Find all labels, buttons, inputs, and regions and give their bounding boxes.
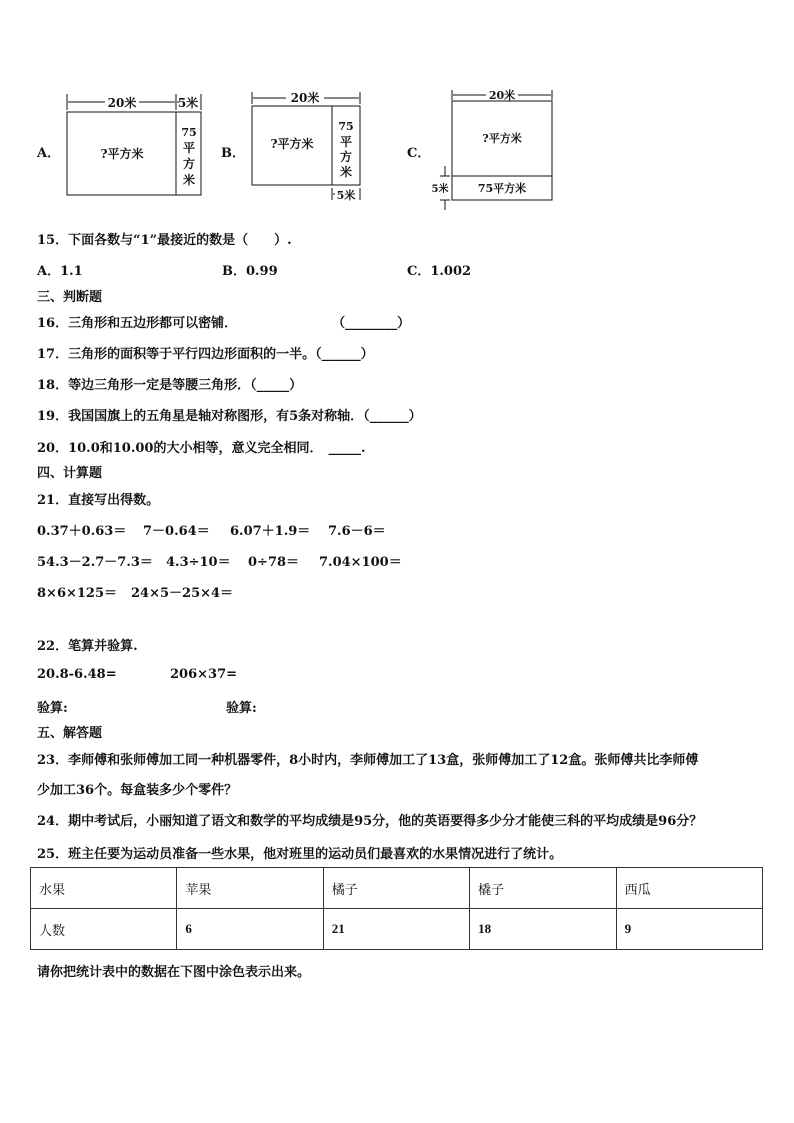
q15-option-b: B．0.99 xyxy=(222,264,278,279)
table-cell: 9 xyxy=(616,909,762,950)
q22-check-1: 验算: xyxy=(37,701,68,716)
q21-r3-c2: 24×5－25×4＝ xyxy=(131,586,234,601)
table-cell: 21 xyxy=(323,909,469,950)
q18 xyxy=(37,374,302,393)
option-a-figure xyxy=(55,90,215,205)
table-cell: 6 xyxy=(177,909,323,950)
table-cell: 橘子 xyxy=(323,868,469,909)
q22-stem: 22．笔算并验算. xyxy=(37,639,138,654)
option-b-bottom-dim: 5米 xyxy=(336,189,356,202)
q21-r1-c3: 6.07＋1.9＝ xyxy=(230,524,311,539)
q18-blank: （_____） xyxy=(250,378,303,393)
q23-line-1: 23．李师傅和张师傅加工同一种机器零件，8小时内，李师傅加工了13盒，张师傅加工了12盒。张师傅共比李师傅 xyxy=(37,753,699,768)
option-a-area-1: 75 xyxy=(181,126,197,139)
option-c-top-area: ?平方米 xyxy=(482,132,522,145)
q23-line-2: 少加工36个。每盒装多少个零件？ xyxy=(37,783,238,798)
q17-blank: （______） xyxy=(315,347,374,362)
option-c-figure xyxy=(428,86,558,216)
table-cell: 18 xyxy=(470,909,616,950)
q16 xyxy=(37,312,410,331)
q20-text: 20．10.0和10.00的大小相等，意义完全相同． xyxy=(37,441,323,456)
q25-note: 请你把统计表中的数据在下图中涂色表示出来。 xyxy=(37,965,311,980)
q21-r1-c1: 0.37＋0.63＝ xyxy=(37,524,127,539)
option-b-area-4: 米 xyxy=(339,165,353,179)
option-b-left-area: ?平方米 xyxy=(270,137,314,151)
q20 xyxy=(37,437,366,456)
table-cell: 橇子 xyxy=(470,868,616,909)
option-a-left-area: ?平方米 xyxy=(100,147,144,161)
q17-text: 17．三角形的面积等于平行四边形面积的一半。 xyxy=(37,347,316,362)
q22-problem-2: 206×37= xyxy=(170,667,238,682)
q17 xyxy=(37,343,374,362)
table-cell: 西瓜 xyxy=(616,868,762,909)
q16-blank: （________） xyxy=(332,316,411,331)
q25-stem: 25．班主任要为运动员准备一些水果，他对班里的运动员们最喜欢的水果情况进行了统计。 xyxy=(37,847,563,862)
option-a-area-3: 方 xyxy=(182,157,196,171)
q19-blank: （______） xyxy=(363,409,422,424)
option-b-area-1: 75 xyxy=(338,120,354,133)
q15-option-c: C．1.002 xyxy=(407,264,472,279)
table-cell: 水果 xyxy=(31,868,177,909)
q21-r1-c4: 7.6－6＝ xyxy=(328,524,386,539)
option-a-top-dim: 20米 xyxy=(107,96,137,110)
q22-check-2: 验算: xyxy=(226,701,257,716)
option-a-area-2: 平 xyxy=(182,141,196,155)
q24: 24．期中考试后，小丽知道了语文和数学的平均成绩是95分，他的英语要得多少分才能使三科的平均成绩是96分？ xyxy=(37,814,703,829)
q21-r1-c2: 7－0.64＝ xyxy=(143,524,210,539)
q19-text: 19．我国国旗上的五角星是轴对称图形，有5条对称轴． xyxy=(37,409,364,424)
option-c-top-dim: 20米 xyxy=(488,89,516,102)
option-b-top-dim: 20米 xyxy=(290,91,320,105)
section-4-heading: 四、计算题 xyxy=(37,466,103,481)
q15-option-a: A．1.1 xyxy=(37,264,83,279)
q21-r2-c4: 7.04×100＝ xyxy=(319,555,402,570)
option-a-label: A． xyxy=(37,146,61,161)
section-3-heading: 三、判断题 xyxy=(37,290,103,305)
q21-r2-c2: 4.3÷10＝ xyxy=(166,555,231,570)
q21-r2-c3: 0÷78＝ xyxy=(248,555,300,570)
table-cell: 苹果 xyxy=(177,868,323,909)
option-c-label: C． xyxy=(407,146,431,161)
option-a-area-4: 米 xyxy=(182,173,196,187)
option-b-area-2: 平 xyxy=(339,135,353,149)
option-a-right-dim: 5米 xyxy=(177,96,199,110)
fruit-table xyxy=(30,867,763,950)
table-row xyxy=(31,909,763,950)
q18-text: 18．等边三角形一定是等腰三角形． xyxy=(37,378,251,393)
option-b-area-3: 方 xyxy=(339,150,353,164)
q15-stem: 15．下面各数与“1”最接近的数是（ ）. xyxy=(37,233,292,248)
table-row xyxy=(31,868,763,909)
option-c-side-dim: 5米 xyxy=(431,184,449,195)
option-b-label: B． xyxy=(221,146,245,161)
q22-problem-1: 20.8-6.48= xyxy=(37,667,117,682)
q16-text: 16．三角形和五边形都可以密铺． xyxy=(37,316,238,331)
q19 xyxy=(37,405,422,424)
option-c-bottom-area: 75平方米 xyxy=(477,182,527,195)
q21-stem: 21．直接写出得数。 xyxy=(37,493,160,508)
q21-r2-c1: 54.3－2.7－7.3＝ xyxy=(37,555,153,570)
q20-blank: _____. xyxy=(328,441,366,456)
q21-r3-c1: 8×6×125＝ xyxy=(37,586,118,601)
table-cell: 人数 xyxy=(31,909,177,950)
section-5-heading: 五、解答题 xyxy=(37,726,103,741)
option-b-figure xyxy=(244,88,374,203)
